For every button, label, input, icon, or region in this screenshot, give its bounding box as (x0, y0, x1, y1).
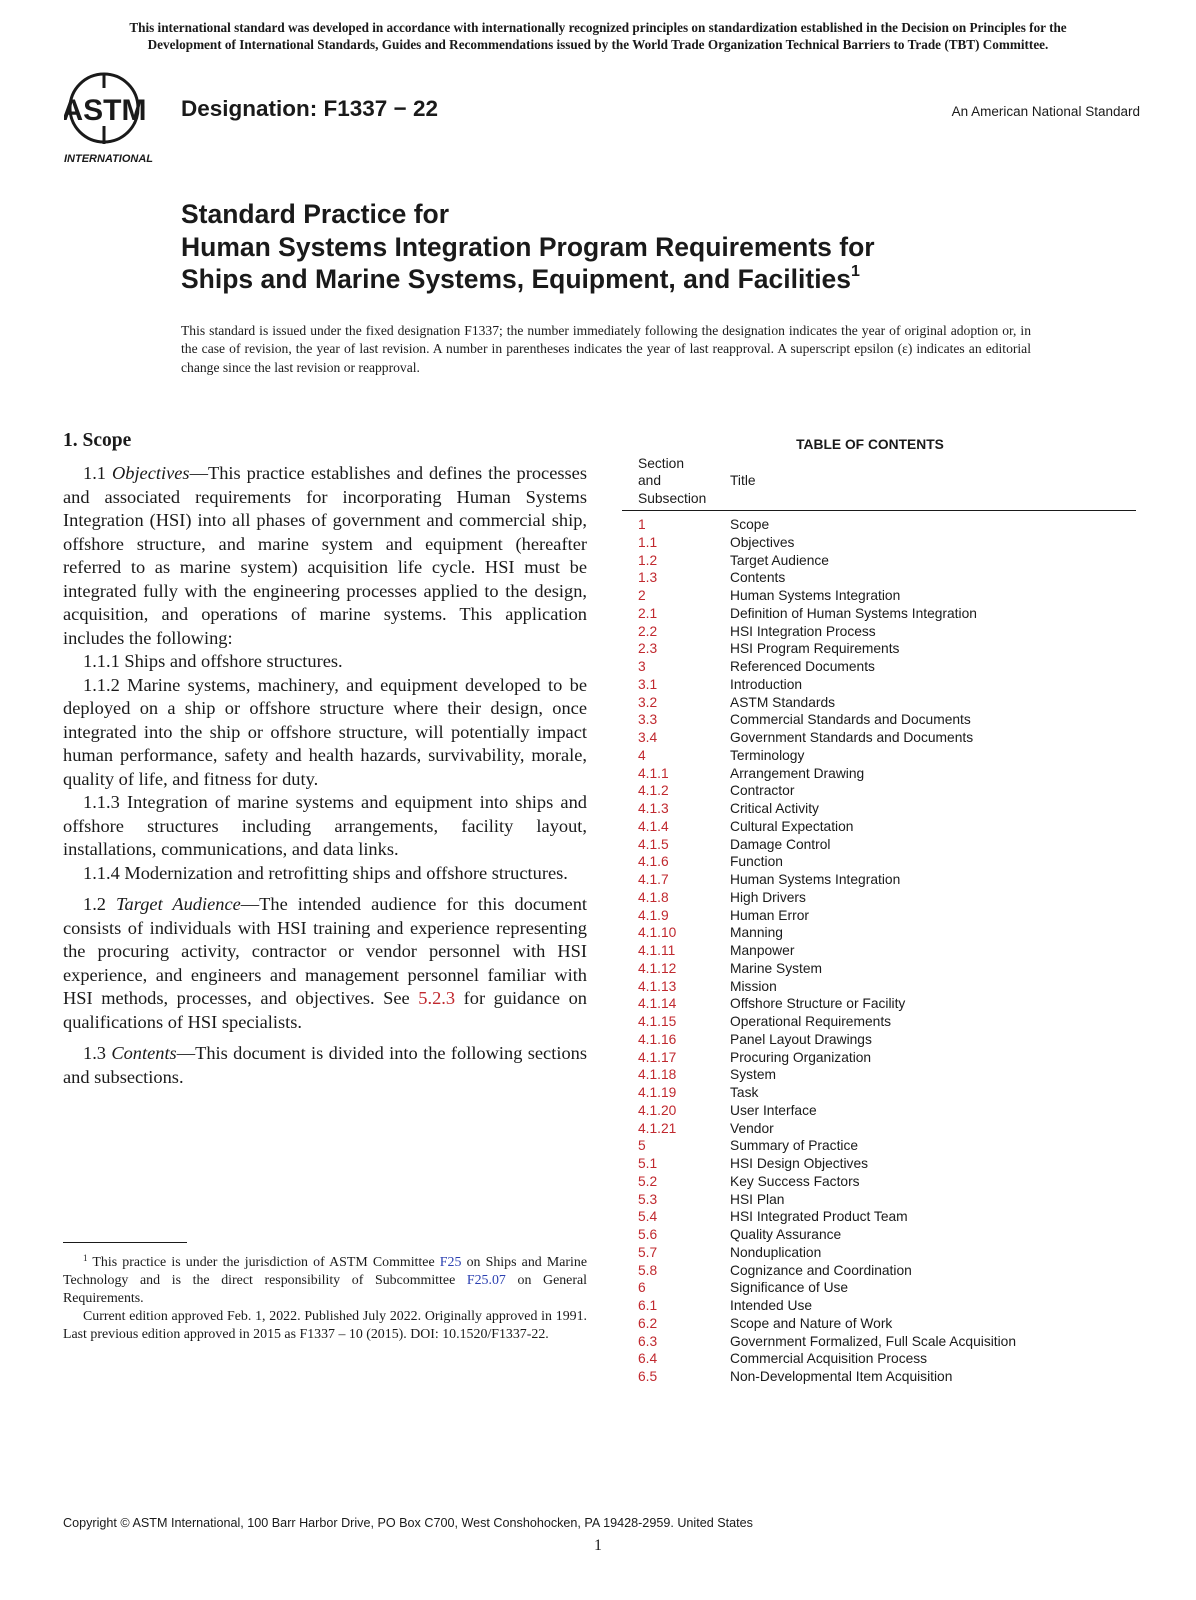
toc-section-link[interactable]: 4.1.3 (638, 801, 669, 816)
toc-entry-title: Government Standards and Documents (730, 730, 974, 745)
toc-row[interactable] (638, 1049, 1136, 1067)
paragraph-1-1-2: 1.1.2 Marine systems, machinery, and equipment developed to be deployed on a ship or offshore structure where their design, once integrated into the ship or offshore structure, will potentially impact human performance, safety and health hazards, survivability, morale, quality of life, and fitness for duty. (63, 674, 587, 789)
footnote-2: Current edition approved Feb. 1, 2022. Published July 2022. Originally approved in 1991. Last previous edition approved in 2015 as F1337 – 10 (2015). DOI: 10.1520/F1337-22. (63, 1309, 587, 1342)
toc-entry-title: HSI Integration Process (730, 623, 876, 639)
toc-section-link[interactable]: 4.1.1 (638, 765, 669, 781)
toc-row[interactable] (638, 853, 1136, 871)
toc-entry-title: ASTM Standards (730, 694, 836, 710)
toc-row[interactable] (638, 605, 1136, 623)
toc-row[interactable] (638, 1066, 1136, 1084)
toc-section-link[interactable]: 6.5 (638, 1369, 658, 1384)
toc-section-link[interactable]: 5.7 (638, 1244, 658, 1260)
toc-section-link[interactable]: 4.1.17 (638, 1049, 677, 1065)
toc-row[interactable] (638, 1350, 1136, 1368)
toc-entry-title: Contractor (730, 783, 795, 799)
toc-entry-title: Quality Assurance (730, 1227, 842, 1242)
toc-row[interactable] (638, 765, 1136, 783)
toc-section-link[interactable]: 6.4 (638, 1351, 658, 1367)
toc-entry-title: Operational Requirements (730, 1014, 892, 1029)
toc-entry-title: Target Audience (730, 552, 829, 568)
toc-entry-title: Procuring Organization (730, 1049, 872, 1065)
link-committee-f25[interactable]: F25 (439, 1255, 462, 1270)
toc-row[interactable] (638, 995, 1136, 1013)
toc-section-link[interactable]: 2 (638, 588, 646, 603)
toc-entry-title: Function (730, 854, 783, 870)
p13-text: —This document is divided into the following sections and subsections. (63, 1043, 587, 1087)
page-number: 1 (594, 1537, 602, 1554)
issue-note: This standard is issued under the fixed designation F1337; the number immediately following the designation indicates the year of original adoption or, in the case of revision, the year of last revision. A number in parentheses indicates the year of last reapproval. A superscript epsilon (ε) indicates an editorial change since the last revision or reapproval. (181, 323, 1031, 375)
toc-row[interactable] (638, 516, 1136, 534)
p11-label: Objectives (111, 463, 190, 483)
toc-section-link[interactable]: 4 (638, 747, 646, 763)
toc-section-link[interactable]: 4.1.9 (638, 907, 669, 923)
toc-section-link[interactable]: 2.1 (638, 605, 658, 621)
toc-entry-title: Nonduplication (730, 1244, 822, 1260)
toc-row[interactable] (638, 978, 1136, 996)
logo-subtext: INTERNATIONAL (64, 153, 154, 165)
footnote-1-text-a: This practice is under the jurisdiction of ASTM Committee (87, 1255, 440, 1270)
toc-entry-title: Vendor (730, 1120, 774, 1136)
paragraph-1-1 (63, 462, 587, 650)
toc-entry-title: Task (730, 1085, 759, 1100)
toc-entry-title: Offshore Structure or Facility (730, 996, 906, 1012)
toc-entry-title: Human Systems Integration (730, 872, 901, 887)
title-line-1: Standard Practice for (181, 199, 450, 229)
toc-entry-title: Arrangement Drawing (730, 765, 865, 781)
toc-column-title: Title (730, 473, 756, 488)
toc-entry-title: Significance of Use (730, 1280, 849, 1296)
toc-row[interactable] (638, 694, 1136, 712)
toc-section-link[interactable]: 4.1.14 (638, 996, 677, 1012)
toc-row[interactable] (638, 871, 1136, 889)
toc-entry-title: Objectives (730, 534, 795, 550)
toc-section-link[interactable]: 4.1.19 (638, 1085, 677, 1100)
toc-entry-title: Scope (730, 517, 770, 532)
toc-row[interactable] (638, 782, 1136, 800)
top-notice-line-1: This international standard was developed in accordance with internationally recognized principles on standardization established in the Decision on Principles for the (129, 20, 1067, 35)
p13-number: 1.3 (83, 1043, 112, 1063)
national-standard-label: An American National Standard (951, 104, 1140, 119)
toc-entry-title: Commercial Standards and Documents (730, 712, 971, 728)
toc-section-link[interactable]: 5.2 (638, 1173, 658, 1189)
toc-row[interactable] (638, 1155, 1136, 1173)
toc-section-link[interactable]: 4.1.10 (638, 925, 677, 941)
p11-text: —This practice establishes and defines the processes and associated requirements for incorporating Human Systems Integration (HSI) into all phases of government and commercial ship, offshore structure, and marine system and equipment (hereafter referred to as marine system) acquisition life cycle. HSI must be integrated fully with the engineering processes applied to the design, acquisition, and operations of marine systems. This application includes the following: (63, 463, 587, 648)
toc-row[interactable] (638, 1120, 1136, 1138)
toc-entry-title: Manpower (730, 943, 795, 958)
link-5-2-3[interactable]: 5.2.3 (418, 988, 456, 1008)
toc-entry-title: Panel Layout Drawings (730, 1031, 872, 1047)
toc-entry-title: Government Formalized, Full Scale Acquisition (730, 1333, 1017, 1349)
footnote-mark: 1 (83, 1253, 88, 1263)
toc-entry-title: Terminology (730, 747, 805, 763)
top-notice (60, 20, 1136, 53)
toc-entry-title: Summary of Practice (730, 1138, 859, 1154)
toc-header-rule (622, 510, 1136, 511)
toc-section-link[interactable]: 5.4 (638, 1209, 658, 1225)
toc-section-link[interactable]: 5.8 (638, 1262, 658, 1278)
toc-section-link[interactable]: 1.2 (638, 552, 658, 568)
toc-section-link[interactable]: 4.1.18 (638, 1067, 677, 1083)
toc-row[interactable] (638, 1279, 1136, 1297)
title-line-3 (181, 263, 875, 296)
toc-entry-title: HSI Integrated Product Team (730, 1209, 908, 1225)
title-line-3-text: Ships and Marine Systems, Equipment, and Facilities (181, 264, 852, 294)
paragraph-1-1-1: 1.1.1 Ships and offshore structures. (83, 651, 343, 671)
footnote-1 (63, 1254, 587, 1308)
toc-section-link[interactable]: 5.1 (638, 1156, 658, 1171)
p12-text-a: —The intended audience for this document consists of individuals with HSI training and experience representing the procuring activity, contractor or vendor personnel with HSI experience, and engineers and management personnel familiar with HSI methods, processes, and objectives. See (63, 894, 588, 1008)
toc-row[interactable] (638, 1244, 1136, 1262)
toc-row[interactable] (638, 729, 1136, 747)
toc-section-link[interactable]: 3.4 (638, 730, 658, 745)
toc-entry-title: Marine System (730, 960, 823, 976)
scope-heading: 1. Scope (63, 430, 132, 451)
toc-row[interactable] (638, 552, 1136, 570)
toc-row[interactable] (638, 1368, 1136, 1386)
toc-entry-title: Human Systems Integration (730, 588, 901, 603)
toc-entry-title: Commercial Acquisition Process (730, 1351, 928, 1367)
toc-column-section (638, 455, 706, 507)
toc-section-link[interactable]: 2.2 (638, 623, 658, 639)
toc-section-link[interactable]: 4.1.2 (638, 783, 669, 799)
toc-section-link[interactable]: 5 (638, 1138, 646, 1154)
paragraph-1-3 (63, 1042, 587, 1089)
toc-entry-title: Key Success Factors (730, 1173, 860, 1189)
toc-entry-title: Damage Control (730, 836, 831, 852)
footnote-divider (63, 1242, 187, 1243)
toc-section-link[interactable]: 1.3 (638, 570, 658, 586)
toc-column-section-line-3: Subsection (638, 490, 707, 506)
toc-entry-title: User Interface (730, 1102, 817, 1118)
toc-entry-title: Cognizance and Coordination (730, 1262, 912, 1278)
paragraph-1-2 (63, 893, 587, 1034)
toc-entry-title: Human Error (730, 907, 809, 923)
footnote-1-text-c: on General Requirements. (63, 1273, 587, 1306)
toc-row[interactable] (638, 1031, 1136, 1049)
title-line-2: Human Systems Integration Program Requirements for (181, 231, 875, 262)
toc-row[interactable] (638, 569, 1136, 587)
toc-entry-title: Definition of Human Systems Integration (730, 605, 977, 621)
copyright: Copyright © ASTM International, 100 Barr Harbor Drive, PO Box C700, West Conshohocken, PA 19428-2959. United States (63, 1516, 753, 1530)
toc-section-link[interactable]: 6.1 (638, 1298, 658, 1313)
toc-row[interactable] (638, 1191, 1136, 1209)
toc-section-link[interactable]: 4.1.20 (638, 1102, 677, 1118)
toc-section-link[interactable]: 3.3 (638, 712, 658, 728)
p12-number: 1.2 (83, 894, 116, 914)
toc-section-link[interactable]: 4.1.7 (638, 872, 669, 887)
toc-section-link[interactable]: 4.1.8 (638, 889, 669, 905)
paragraph-1-1-3: 1.1.3 Integration of marine systems and equipment into ships and offshore structures including arrangements, facility layout, installations, communications, and data links. (63, 792, 587, 859)
toc-section-link[interactable]: 5.3 (638, 1191, 658, 1207)
toc-entry-title: Cultural Expectation (730, 818, 854, 834)
toc-entry-title: HSI Design Objectives (730, 1156, 869, 1171)
paragraph-1-1-4: 1.1.4 Modernization and retrofitting ships and offshore structures. (83, 862, 568, 883)
toc-entry-title: Mission (730, 978, 777, 994)
toc-title: TABLE OF CONTENTS (796, 437, 944, 452)
toc-row[interactable] (638, 1297, 1136, 1315)
toc-entry-title: Intended Use (730, 1298, 813, 1313)
toc-section-link[interactable]: 1 (638, 517, 646, 532)
toc-section-link[interactable]: 3.1 (638, 676, 658, 692)
toc-row[interactable] (638, 1226, 1136, 1244)
toc-section-link[interactable]: 4.1.6 (638, 854, 669, 870)
toc-section-link[interactable]: 4.1.5 (638, 836, 669, 852)
toc-entry-title: Non-Developmental Item Acquisition (730, 1369, 953, 1384)
toc-row[interactable] (638, 1208, 1136, 1226)
link-subcommittee-f25-07[interactable]: F25.07 (466, 1273, 506, 1288)
p12-text-b: for guidance on qualifications of HSI specialists. (63, 988, 587, 1032)
toc-row[interactable] (638, 747, 1136, 765)
toc-section-link[interactable]: 1.1 (638, 534, 658, 550)
toc-section-link[interactable]: 4.1.15 (638, 1014, 677, 1029)
toc-section-link[interactable]: 4.1.13 (638, 978, 677, 994)
toc-row[interactable] (638, 587, 1136, 605)
toc-entry-title: HSI Plan (730, 1191, 785, 1207)
toc-entry-title: Contents (730, 570, 786, 586)
toc-row[interactable] (638, 1102, 1136, 1120)
toc-row[interactable] (638, 960, 1136, 978)
toc-row[interactable] (638, 1137, 1136, 1155)
toc-section-link[interactable]: 6 (638, 1280, 646, 1296)
toc-entry-title: High Drivers (730, 889, 806, 905)
toc-row[interactable] (638, 1262, 1136, 1280)
toc-entry-title: System (730, 1067, 776, 1083)
toc-section-link[interactable]: 2.3 (638, 641, 658, 657)
toc-column-section-line-2: and (638, 473, 662, 489)
toc-rows (638, 516, 1136, 1386)
toc-row[interactable] (638, 924, 1136, 942)
toc-entry-title: Critical Activity (730, 801, 819, 816)
toc-row[interactable] (638, 907, 1136, 925)
toc-section-link[interactable]: 5.6 (638, 1227, 658, 1242)
toc-section-link[interactable]: 6.2 (638, 1315, 658, 1331)
scope-section (63, 430, 587, 1089)
toc-section-link[interactable]: 4.1.12 (638, 960, 677, 976)
toc-entry-title: HSI Program Requirements (730, 641, 900, 657)
toc-row[interactable] (638, 889, 1136, 907)
toc-row[interactable] (638, 534, 1136, 552)
p13-label: Contents (111, 1043, 177, 1063)
p12-label: Target Audience (116, 894, 241, 914)
document-title (181, 198, 875, 296)
footnote-1-text-b: on Ships and Marine Technology and is the direct responsibility of Subcommittee (63, 1255, 587, 1288)
toc-row[interactable] (638, 1333, 1136, 1351)
toc-row[interactable] (638, 1315, 1136, 1333)
astm-logo-icon (64, 70, 168, 166)
toc-section-link[interactable]: 4.1.16 (638, 1031, 677, 1047)
toc-entry-title: Scope and Nature of Work (730, 1315, 893, 1331)
toc-row[interactable] (638, 623, 1136, 641)
designation: Designation: F1337 − 22 (181, 96, 438, 121)
toc-section-link[interactable]: 4.1.21 (638, 1120, 677, 1136)
toc-section-link[interactable]: 3 (638, 659, 646, 674)
toc-section-link[interactable]: 6.3 (638, 1333, 658, 1349)
toc-row[interactable] (638, 676, 1136, 694)
toc-row[interactable] (638, 818, 1136, 836)
toc-row[interactable] (638, 800, 1136, 818)
toc-row[interactable] (638, 1013, 1136, 1031)
p11-number: 1.1 (83, 463, 112, 483)
toc-row[interactable] (638, 658, 1136, 676)
toc-row[interactable] (638, 942, 1136, 960)
toc-entry-title: Referenced Documents (730, 659, 875, 674)
toc-section-link[interactable]: 4.1.4 (638, 818, 669, 834)
top-notice-line-2: Development of International Standards, Guides and Recommendations issued by the World Trade Organization Technical Barriers to Trade (TBT) Committee. (147, 36, 1049, 52)
toc-column-section-line-1: Section (638, 456, 685, 471)
toc-row[interactable] (638, 1084, 1136, 1102)
toc-row[interactable] (638, 1173, 1136, 1191)
toc-section-link[interactable]: 3.2 (638, 694, 658, 710)
toc-row[interactable] (638, 836, 1136, 854)
title-footnote-mark: 1 (851, 263, 860, 280)
toc-entry-title: Introduction (730, 676, 803, 692)
astm-logo (64, 70, 168, 166)
toc-row[interactable] (638, 640, 1136, 658)
toc-section-link[interactable]: 4.1.11 (638, 943, 676, 958)
toc-entry-title: Manning (730, 925, 783, 941)
toc-row[interactable] (638, 711, 1136, 729)
logo-text: ASTM (64, 94, 147, 127)
footnotes (63, 1254, 587, 1344)
